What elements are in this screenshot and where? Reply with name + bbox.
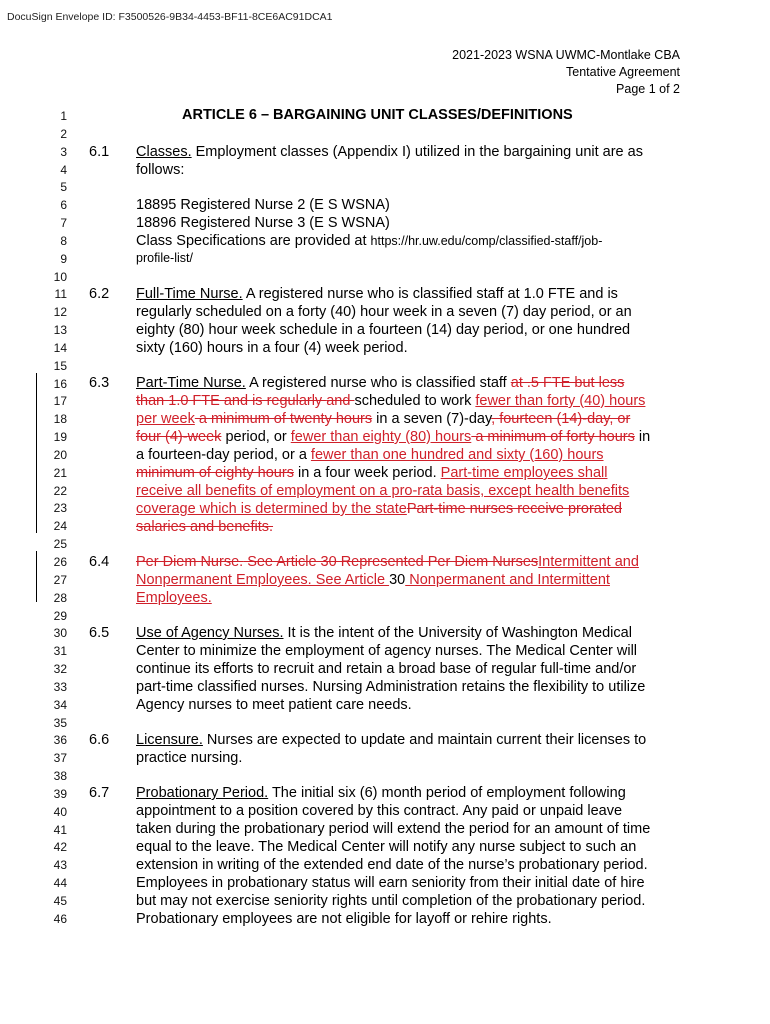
- inserted-text: Employees.: [136, 590, 212, 606]
- section-heading: Full-Time Nurse.: [136, 286, 243, 302]
- inserted-text: receive all benefits of employment on a pro-rata basis, except health benefits: [136, 483, 630, 499]
- inserted-text: per week: [136, 411, 195, 427]
- line-number: 31: [53, 644, 67, 659]
- line-number: 42: [53, 840, 67, 855]
- line-number: 20: [53, 447, 67, 462]
- section-6-6-line: Licensure. Nurses are expected to update and maintain current their licenses to: [136, 732, 647, 748]
- section-number: 6.5: [89, 625, 110, 641]
- section-number: 6.1: [89, 144, 110, 160]
- line-number: 14: [53, 340, 67, 355]
- section-6-2-line: Full-Time Nurse. A registered nurse who is classified staff at 1.0 FTE and is: [136, 286, 618, 302]
- line-number: 30: [53, 626, 67, 641]
- line-number: 3: [60, 144, 67, 159]
- section-6-7-line: equal to the leave. The Medical Center will notify any nurse subject to such an: [136, 839, 637, 855]
- line-number: 41: [53, 822, 67, 837]
- line-number: 44: [53, 876, 67, 891]
- section-6-5-line: continue its efforts to recruit and retain a broad base of regular full-time and/or: [136, 661, 637, 677]
- line-number: 35: [53, 715, 67, 730]
- section-6-3-line: [136, 519, 273, 535]
- line-number: 12: [53, 305, 67, 320]
- line-number: 1: [60, 109, 67, 123]
- section-6-5-line: part-time classified nurses. Nursing Administration retains the flexibility to utilize: [136, 679, 646, 695]
- revision-bar: [36, 551, 37, 602]
- class-spec-url[interactable]: profile-list/: [136, 251, 193, 265]
- section-6-7-line: Employees in probationary status will earn seniority from their initial date of hire: [136, 875, 645, 891]
- line-number: 19: [53, 430, 67, 445]
- line-number: 8: [60, 233, 67, 248]
- line-number: 24: [53, 519, 67, 534]
- section-6-3-line: than 1.0 FTE and is regularly and scheduled to work fewer than forty (40) hours: [136, 393, 646, 409]
- section-6-7-line: Probationary Period. The initial six (6) month period of employment following: [136, 785, 626, 801]
- section-heading: Probationary Period.: [136, 785, 269, 801]
- document-header: [452, 47, 680, 98]
- line-number: 39: [53, 786, 67, 801]
- line-number: 18: [53, 412, 67, 427]
- deleted-text: and: [326, 393, 355, 409]
- class-item: 18895 Registered Nurse 2 (E S WSNA): [136, 197, 390, 213]
- line-number: 43: [53, 858, 67, 873]
- section-6-3-line: a fourteen-day period, or a fewer than one hundred and sixty (160) hours: [136, 447, 604, 463]
- section-6-1-line: follows:: [136, 162, 185, 178]
- inserted-text: Intermittent and: [538, 554, 639, 570]
- deleted-text: a minimum of forty hours: [471, 429, 635, 445]
- line-number: 9: [60, 251, 67, 266]
- section-heading: Licensure.: [136, 732, 203, 748]
- deleted-text: a minimum of twenty hours: [194, 411, 373, 427]
- inserted-text: fewer than eighty (80) hours: [290, 429, 472, 445]
- line-number: 29: [53, 608, 67, 623]
- deleted-text: See Article 30 Represented Per Diem Nurses: [243, 554, 539, 570]
- section-6-3-line: per week a minimum of twenty hours in a seven (7)-day, fourteen (14)-day, or: [136, 411, 631, 427]
- deleted-text: Per Diem Nurse.: [136, 554, 244, 570]
- section-6-3-line: minimum of eighty hours in a four week period. Part-time employees shall: [136, 465, 608, 481]
- class-spec-line: Class Specifications are provided at https://hr.uw.edu/comp/classified-staff/job-: [136, 233, 603, 249]
- line-number: 6: [60, 198, 67, 213]
- section-6-7-line: extension in writing of the extended end date of the nurse’s probationary period.: [136, 857, 648, 873]
- line-number: 17: [53, 394, 67, 409]
- section-6-7-line: Probationary employees are not eligible for layoff or rehire rights.: [136, 911, 552, 927]
- header-page-number: Page 1 of 2: [616, 82, 680, 96]
- line-number: 26: [53, 555, 67, 569]
- deleted-text: salaries and benefits.: [136, 519, 274, 535]
- section-6-4-line: [136, 590, 212, 606]
- inserted-text: fewer than forty (40) hours: [475, 393, 646, 409]
- revision-bar: [36, 373, 37, 533]
- line-number: 11: [54, 287, 67, 302]
- line-number: 22: [53, 483, 67, 498]
- section-number: 6.3: [89, 375, 110, 391]
- line-number: 36: [53, 733, 67, 748]
- section-6-3-line: [136, 483, 629, 499]
- deleted-text: at .5 FTE but less: [510, 375, 625, 391]
- header-agreement-title: 2021-2023 WSNA UWMC-Montlake CBA: [452, 48, 680, 62]
- inserted-text: Part-time employees shall: [440, 465, 608, 481]
- section-number: 6.2: [89, 286, 110, 302]
- section-6-3-line: four (4)-week period, or fewer than eighty (80) hours a minimum of forty hours in: [136, 429, 651, 445]
- section-heading: Use of Agency Nurses.: [136, 625, 284, 641]
- line-number: 21: [53, 465, 67, 480]
- section-6-7-line: but may not exercise seniority rights until completion of the probationary period.: [136, 893, 646, 909]
- section-6-5-line: Center to minimize the employment of agency nurses. The Medical Center will: [136, 643, 638, 659]
- line-number: 46: [53, 911, 67, 926]
- section-6-4-line: [136, 554, 639, 570]
- inserted-text: coverage which is determined by the state: [136, 501, 407, 517]
- section-6-3-line: Part-Time Nurse. A registered nurse who is classified staff at .5 FTE but less: [136, 375, 625, 391]
- line-number: 28: [53, 590, 67, 605]
- line-number: 25: [53, 537, 67, 552]
- line-number: 27: [53, 572, 67, 587]
- line-number: 10: [53, 269, 67, 284]
- line-number: 37: [53, 751, 67, 766]
- section-6-2-line: eighty (80) hour week schedule in a fourteen (14) day period, or one hundred: [136, 322, 631, 338]
- line-number: 33: [53, 679, 67, 694]
- section-6-6-line: practice nursing.: [136, 750, 243, 766]
- line-number: 23: [53, 501, 67, 516]
- section-6-4-line: Nonpermanent Employees. See Article 30 Nonpermanent and Intermittent: [136, 572, 610, 588]
- article-title: ARTICLE 6 – BARGAINING UNIT CLASSES/DEFINITIONS: [182, 107, 573, 123]
- class-item: 18896 Registered Nurse 3 (E S WSNA): [136, 215, 390, 231]
- deleted-text: minimum of eighty hours: [136, 465, 294, 481]
- line-number: 38: [53, 769, 67, 784]
- header-tentative: Tentative Agreement: [566, 65, 680, 79]
- line-number: 32: [53, 662, 67, 677]
- deleted-text: four (4)-week: [136, 429, 222, 445]
- section-heading: Classes.: [136, 144, 192, 160]
- inserted-text: fewer than one hundred and sixty (160) hours: [310, 447, 604, 463]
- section-6-3-line: [136, 501, 622, 517]
- section-heading: Part-Time Nurse.: [136, 375, 246, 391]
- section-6-7-line: taken during the probationary period will extend the period for an amount of time: [136, 821, 651, 837]
- deleted-text: Part-time nurses receive prorated: [406, 501, 622, 517]
- inserted-text: Nonpermanent and Intermittent: [405, 572, 610, 588]
- line-number: 7: [60, 216, 67, 231]
- deleted-text: than 1.0 FTE and is regularly: [136, 393, 327, 409]
- section-6-1-line: Classes. Employment classes (Appendix I) utilized in the bargaining unit are as: [136, 144, 643, 160]
- section-6-7-line: appointment to a position covered by this contract. Any paid or unpaid leave: [136, 803, 623, 819]
- line-number: 13: [53, 323, 67, 338]
- line-number: 45: [53, 893, 67, 908]
- line-number: 2: [60, 126, 67, 141]
- line-number: 34: [53, 697, 67, 712]
- line-number: 5: [60, 180, 67, 195]
- section-6-5-line: Use of Agency Nurses. It is the intent of the University of Washington Medical: [136, 625, 632, 641]
- line-number: 15: [53, 358, 67, 373]
- inserted-text: Nonpermanent Employees. See Article: [136, 572, 390, 588]
- line-number: 16: [53, 376, 67, 391]
- envelope-id: DocuSign Envelope ID: F3500526-9B34-4453-BF11-8CE6AC91DCA1: [7, 11, 333, 23]
- section-number: 6.6: [89, 732, 110, 748]
- class-spec-url[interactable]: https://hr.uw.edu/comp/classified-staff/job-: [370, 234, 603, 248]
- section-6-2-line: sixty (160) hours in a four (4) week period.: [136, 340, 408, 356]
- line-number: 4: [60, 162, 67, 177]
- deleted-text: , fourteen (14)-day, or: [491, 411, 631, 427]
- line-number: 40: [53, 804, 67, 819]
- section-6-2-line: regularly scheduled on a forty (40) hour week in a seven (7) day period, or an: [136, 304, 632, 320]
- section-number: 6.7: [89, 785, 110, 801]
- section-number: 6.4: [89, 554, 110, 570]
- section-6-5-line: Agency nurses to meet patient care needs.: [136, 697, 412, 713]
